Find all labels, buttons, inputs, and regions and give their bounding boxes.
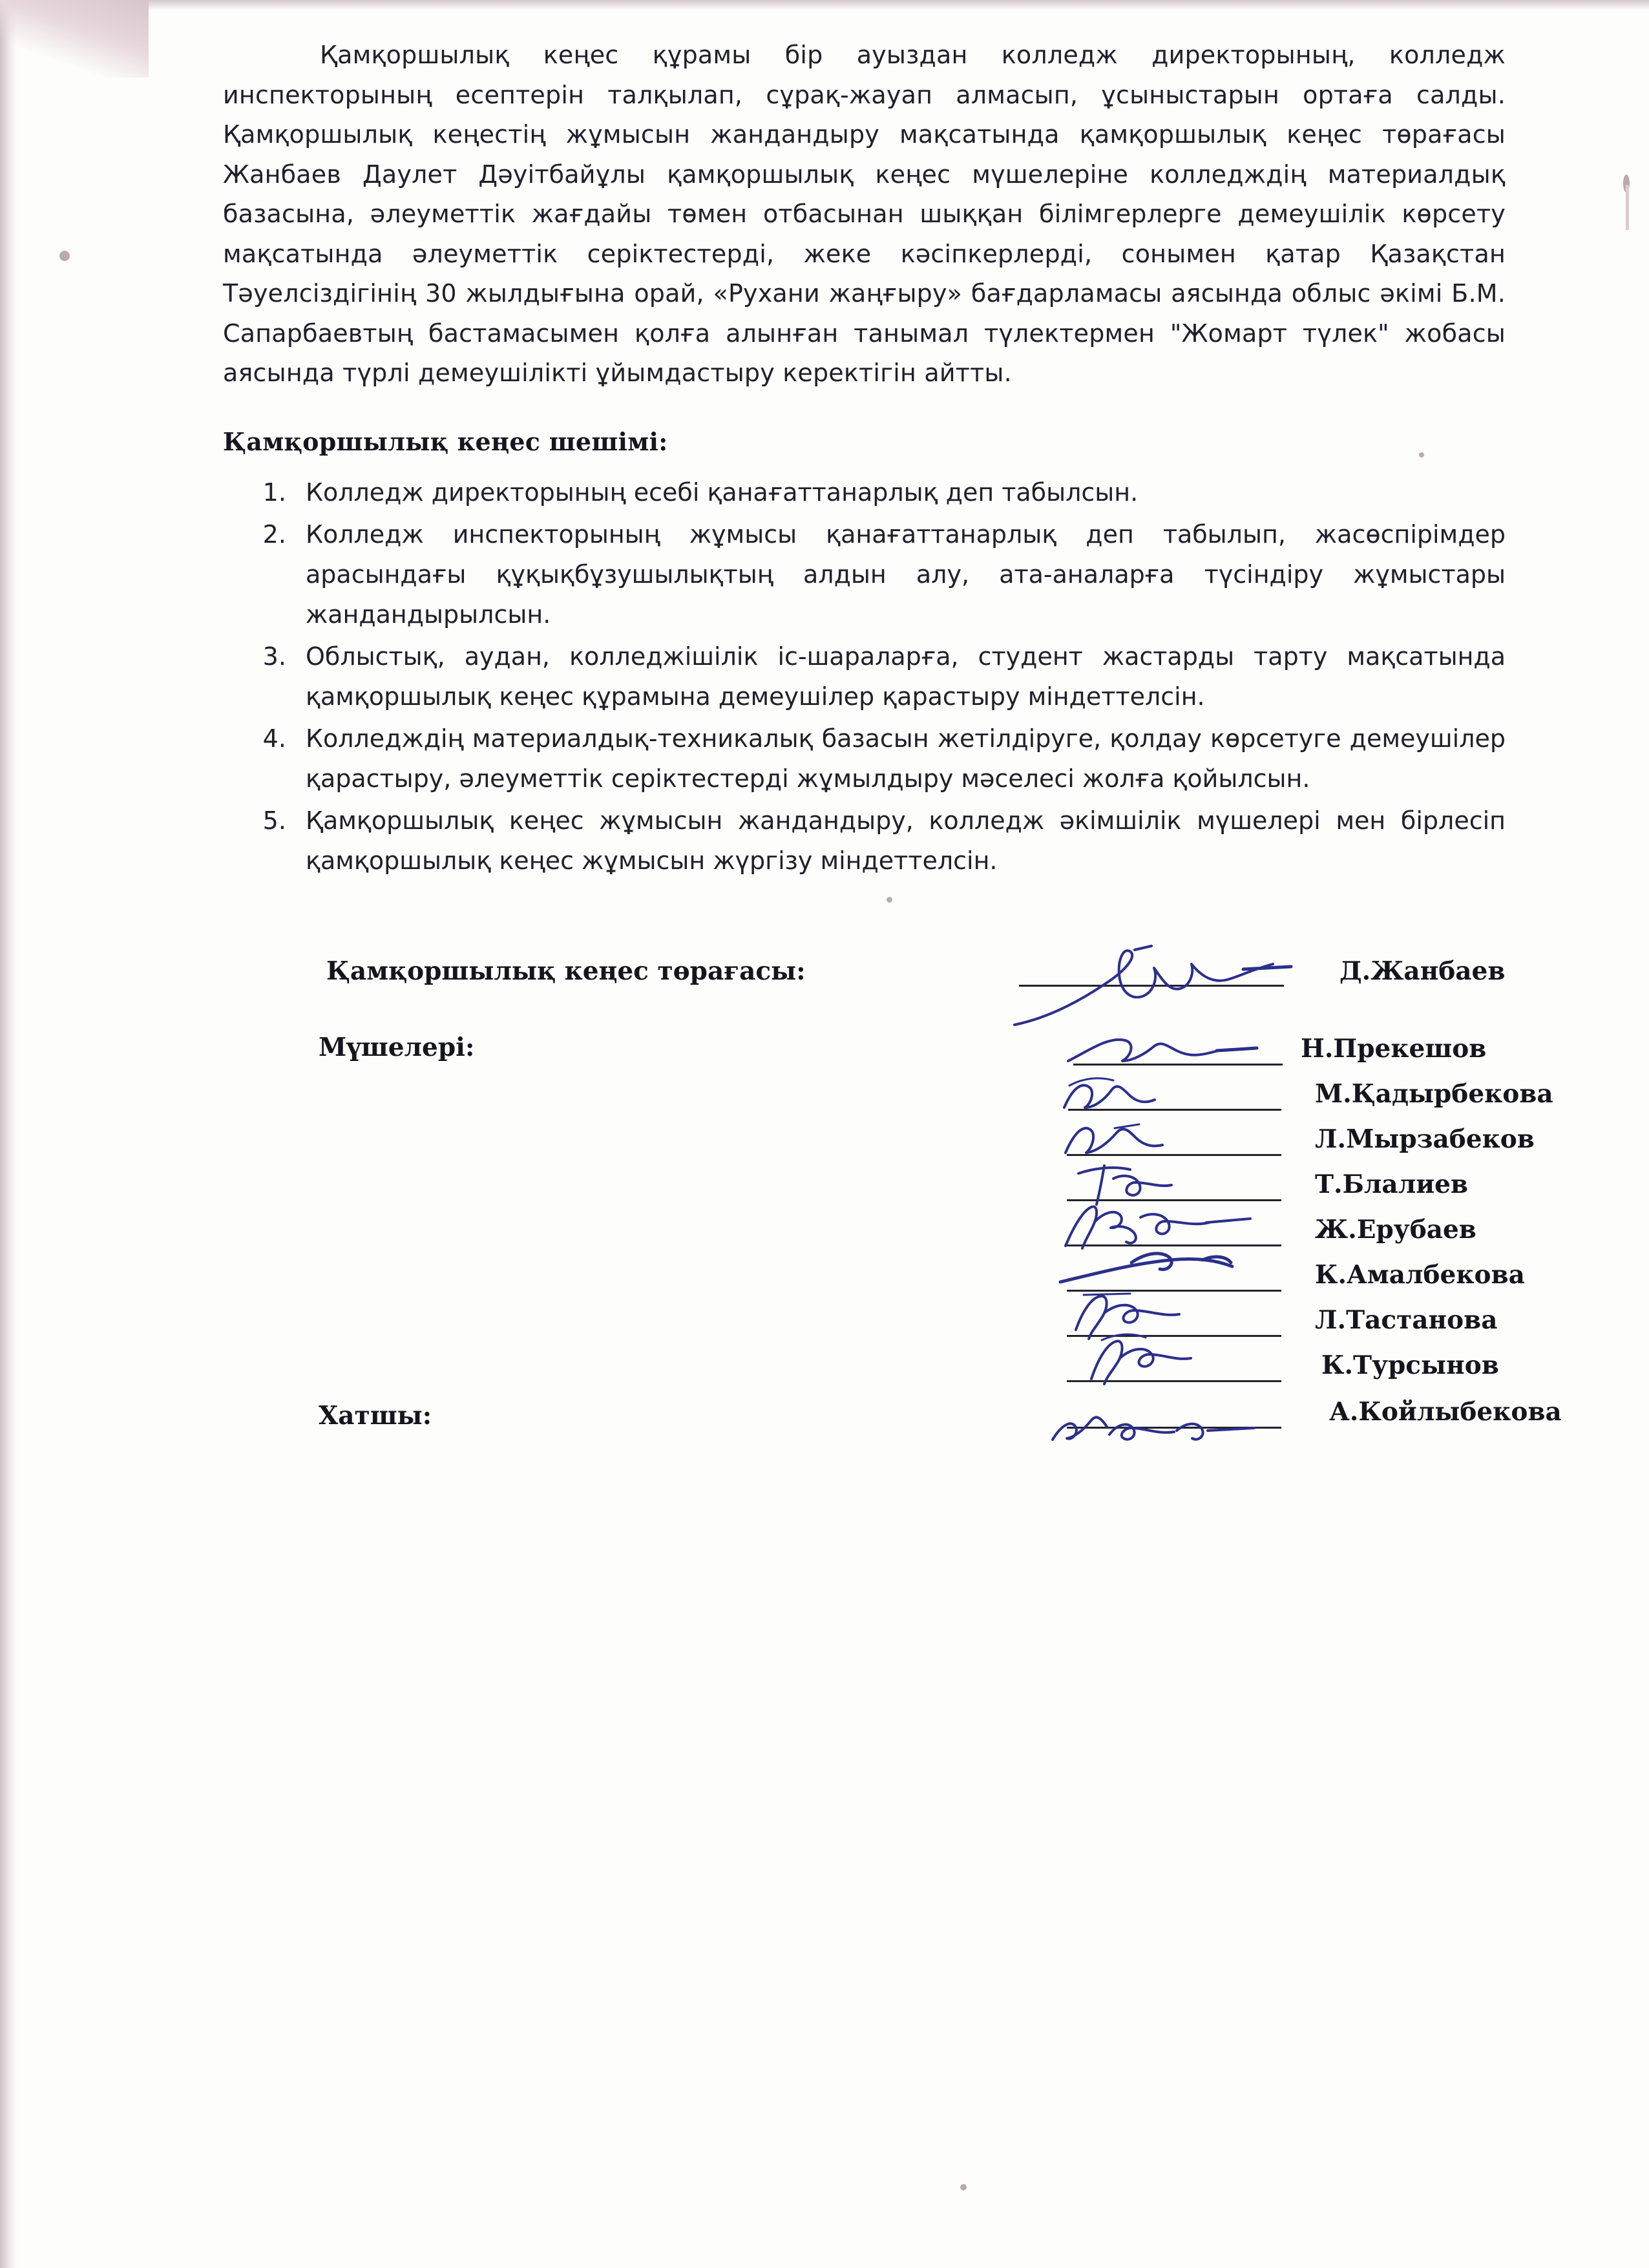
signature-line (1068, 1109, 1281, 1111)
scan-speck (1623, 174, 1630, 193)
signature-ink-secretary (1047, 1401, 1319, 1463)
signatory-name: Т.Блалиев (1315, 1170, 1469, 1200)
signatory-name: А.Койлыбекова (1329, 1397, 1562, 1427)
decision-list (223, 473, 1506, 881)
signature-block (223, 949, 1562, 1440)
paragraph-intro: Қамқоршылық кеңес құрамы бір ауыздан колледж директорының, колледж инспекторының есептерін талқылап, сұрақ-жауап алмасып, ұсыныстарын ортаға салды. Қамқоршылық кеңестің жұмысын жандандыру мақсатында қамқоршылық кеңес төрағасы Жанбаев Даулет Дәуітбайұлы қамқоршылық кеңес мүшелеріне колледждің материалдық базасына, әлеуметтік жағдайы төмен отбасынан шыққан білімгерлерге демеушілік көрсету мақсатында әлеуметтік серіктестерді, жеке кәсіпкерлерді, сонымен қатар Қазақстан Тәуелсіздігінің 30 жылдығына орай, «Рухани жаңғыру» бағдарламасы аясында облыс әкімі Б.М. Сапарбаевтың бастамасымен қолға алынған танымал түлектермен "Жомарт түлек" жобасы аясында түрлі демеушілікті ұйымдастыру керектігін айтты. (223, 41, 1506, 388)
signature-line (1067, 1290, 1281, 1292)
signature-ink-member-2 (1058, 1071, 1290, 1123)
scan-corner-artifact (0, 0, 149, 78)
signatory-name: Ж.Ерубаев (1315, 1215, 1476, 1245)
signatory-name: Д.Жанбаев (1339, 956, 1506, 987)
signature-ink-member-5 (1056, 1195, 1315, 1257)
list-item: 2. Колледж инспекторының жұмысы қанағаттанарлық деп табылып, жасөспірімдер арасындағы құқықбұзушылықтың алдын алу, ата-аналарға түсіндіру жұмыстары жандандырылсын. (294, 515, 1506, 635)
document-body (223, 36, 1562, 1440)
list-item: 4. Колледждің материалдық-техникалық базасын жетілдіруге, қолдау көрсетуге демеушілер қарастыру, әлеуметтік серіктестерді жұмылдыру мәселесі жолға қойылсын. (294, 719, 1506, 799)
scan-edge-artifact-left (0, 0, 17, 2268)
signature-line (1067, 1244, 1281, 1246)
signature-ink-chair (1008, 941, 1312, 1044)
scan-speck (59, 251, 70, 261)
signatory-name: К.Турсынов (1321, 1350, 1499, 1381)
signature-line (1019, 985, 1284, 987)
chair-label: Қамқоршылық кеңес төрағасы: (326, 956, 806, 987)
decision-heading: Қамқоршылық кеңес шешімі: (223, 426, 668, 456)
signatory-name: Л.Мырзабеков (1315, 1124, 1535, 1155)
signature-line (1067, 1427, 1281, 1429)
signatory-name: К.Амалбекова (1315, 1260, 1525, 1290)
list-item: 1. Колледж директорының есебі қанағаттанарлық деп табылсын. (294, 473, 1506, 513)
members-label: Мүшелері: (319, 1033, 475, 1063)
scan-line-artifact (1626, 185, 1629, 230)
secretary-label: Хатшы: (319, 1401, 432, 1431)
signatory-name: М.Қадырбекова (1315, 1079, 1553, 1109)
list-item: 3. Облыстық, аудан, колледжішілік іс-шараларға, студент жастарды тарту мақсатында қамқоршылық кеңес құрамына демеушілер қарастыру міндеттелсін. (294, 637, 1506, 717)
signature-ink-member-3 (1060, 1115, 1293, 1167)
signature-line (1073, 1064, 1283, 1066)
signatory-name: Л.Тастанова (1315, 1305, 1498, 1336)
signature-line (1067, 1199, 1281, 1201)
scan-speck (960, 2184, 967, 2190)
signature-line (1067, 1154, 1281, 1156)
signature-ink-member-1 (1063, 1025, 1308, 1083)
signature-ink-member-4 (1068, 1157, 1288, 1212)
list-item: 5. Қамқоршылық кеңес жұмысын жандандыру, колледж әкімшілік мүшелері мен бірлесіп қамқоршылық кеңес жұмысын жүргізу міндеттелсін. (294, 801, 1506, 881)
signature-line (1067, 1335, 1281, 1337)
signature-line (1067, 1380, 1281, 1382)
signatory-name: Н.Прекешов (1301, 1034, 1487, 1064)
scan-edge-artifact-top (0, 0, 1649, 10)
